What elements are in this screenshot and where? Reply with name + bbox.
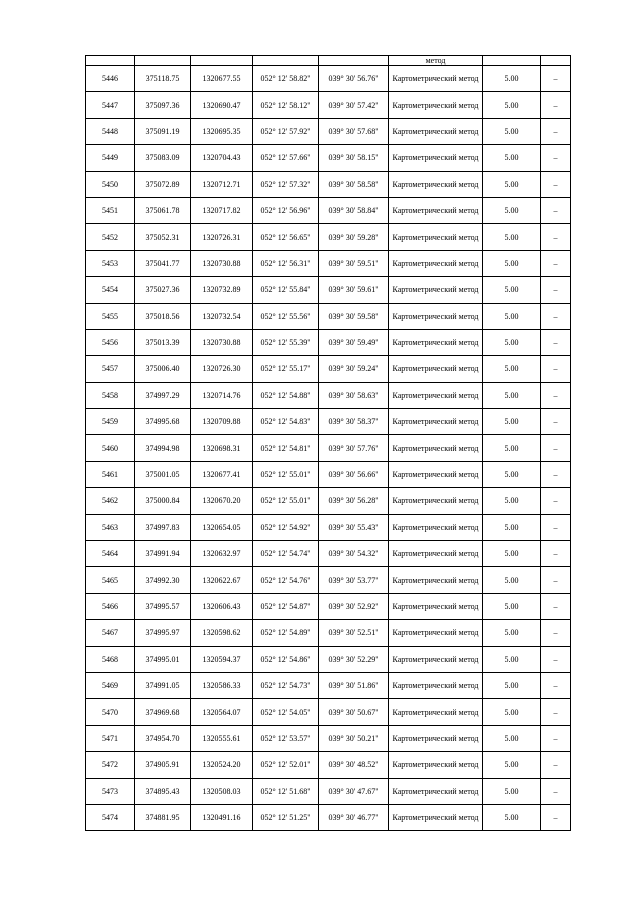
- method-cell: Картометрический метод: [389, 197, 483, 223]
- longitude-cell: 039° 30' 58.58": [319, 171, 389, 197]
- note-cell: –: [541, 488, 571, 514]
- note-cell: –: [541, 277, 571, 303]
- x-coordinate-cell: 375061.78: [135, 197, 191, 223]
- note-cell: –: [541, 541, 571, 567]
- latitude-cell: 052° 12' 56.96": [253, 197, 319, 223]
- point-number-cell: 5457: [86, 356, 135, 382]
- table-row: [86, 593, 571, 619]
- note-cell: –: [541, 461, 571, 487]
- method-cell: Картометрический метод: [389, 409, 483, 435]
- table-row: [86, 92, 571, 118]
- accuracy-cell: 5.00: [483, 461, 541, 487]
- point-number-cell: 5460: [86, 435, 135, 461]
- y-coordinate-cell: 1320726.31: [191, 224, 253, 250]
- latitude-cell: 052° 12' 54.87": [253, 593, 319, 619]
- accuracy-cell: 5.00: [483, 725, 541, 751]
- longitude-cell: 039° 30' 54.32": [319, 541, 389, 567]
- table-row: [86, 409, 571, 435]
- table-row: [86, 725, 571, 751]
- x-coordinate-cell: 375052.31: [135, 224, 191, 250]
- x-coordinate-cell: 375091.19: [135, 118, 191, 144]
- note-cell: –: [541, 699, 571, 725]
- accuracy-cell: 5.00: [483, 250, 541, 276]
- note-cell: –: [541, 382, 571, 408]
- method-cell: Картометрический метод: [389, 646, 483, 672]
- point-number-cell: 5464: [86, 541, 135, 567]
- point-number-cell: 5472: [86, 752, 135, 778]
- accuracy-cell: 5.00: [483, 435, 541, 461]
- longitude-cell: 039° 30' 50.21": [319, 725, 389, 751]
- latitude-cell: 052° 12' 57.92": [253, 118, 319, 144]
- y-coordinate-cell: 1320704.43: [191, 145, 253, 171]
- table-row: [86, 66, 571, 92]
- x-coordinate-cell: 375000.84: [135, 488, 191, 514]
- y-coordinate-cell: 1320491.16: [191, 804, 253, 830]
- latitude-cell: 052° 12' 51.68": [253, 778, 319, 804]
- x-coordinate-cell: 375001.05: [135, 461, 191, 487]
- longitude-cell: 039° 30' 57.42": [319, 92, 389, 118]
- longitude-cell: 039° 30' 59.61": [319, 277, 389, 303]
- x-coordinate-cell: 374954.70: [135, 725, 191, 751]
- table-row: [86, 224, 571, 250]
- longitude-cell: 039° 30' 59.49": [319, 329, 389, 355]
- y-coordinate-cell: 1320698.31: [191, 435, 253, 461]
- point-number-cell: 5448: [86, 118, 135, 144]
- point-number-cell: 5446: [86, 66, 135, 92]
- accuracy-cell: 5.00: [483, 646, 541, 672]
- table-row: [86, 778, 571, 804]
- point-number-cell: 5465: [86, 567, 135, 593]
- note-cell: –: [541, 804, 571, 830]
- accuracy-cell: 5.00: [483, 567, 541, 593]
- table-row: [86, 356, 571, 382]
- note-cell: –: [541, 145, 571, 171]
- note-cell: –: [541, 752, 571, 778]
- method-cell: Картометрический метод: [389, 171, 483, 197]
- method-cell: Картометрический метод: [389, 92, 483, 118]
- table-row: [86, 435, 571, 461]
- method-cell: Картометрический метод: [389, 356, 483, 382]
- accuracy-cell: 5.00: [483, 804, 541, 830]
- x-coordinate-cell: 374995.97: [135, 620, 191, 646]
- y-coordinate-cell: 1320732.54: [191, 303, 253, 329]
- accuracy-cell: 5.00: [483, 303, 541, 329]
- latitude-cell: 052° 12' 57.66": [253, 145, 319, 171]
- table-row: [86, 277, 571, 303]
- note-cell: –: [541, 224, 571, 250]
- longitude-cell: 039° 30' 59.51": [319, 250, 389, 276]
- longitude-cell: 039° 30' 51.86": [319, 672, 389, 698]
- latitude-cell: 052° 12' 55.39": [253, 329, 319, 355]
- method-cell: метод: [389, 56, 483, 66]
- accuracy-cell: 5.00: [483, 224, 541, 250]
- note-cell: –: [541, 303, 571, 329]
- latitude-cell: 052° 12' 54.05": [253, 699, 319, 725]
- latitude-cell: 052° 12' 51.25": [253, 804, 319, 830]
- point-number-cell: 5455: [86, 303, 135, 329]
- method-cell: Картометрический метод: [389, 725, 483, 751]
- table-row: [86, 620, 571, 646]
- method-cell: Картометрический метод: [389, 303, 483, 329]
- longitude-cell: 039° 30' 56.66": [319, 461, 389, 487]
- longitude-cell: 039° 30' 53.77": [319, 567, 389, 593]
- longitude-cell: 039° 30' 52.29": [319, 646, 389, 672]
- coordinates-table: [85, 55, 571, 831]
- x-coordinate-cell: 374994.98: [135, 435, 191, 461]
- table-row: [86, 382, 571, 408]
- method-cell: Картометрический метод: [389, 778, 483, 804]
- y-coordinate-cell: 1320730.88: [191, 250, 253, 276]
- note-cell: –: [541, 593, 571, 619]
- note-cell: –: [541, 118, 571, 144]
- latitude-cell: 052° 12' 55.84": [253, 277, 319, 303]
- note-cell: –: [541, 356, 571, 382]
- latitude-cell: 052° 12' 52.01": [253, 752, 319, 778]
- y-coordinate-cell: 1320598.62: [191, 620, 253, 646]
- method-cell: Картометрический метод: [389, 329, 483, 355]
- method-cell: Картометрический метод: [389, 620, 483, 646]
- note-cell: –: [541, 171, 571, 197]
- y-coordinate-cell: 1320695.35: [191, 118, 253, 144]
- table-row: [86, 250, 571, 276]
- y-coordinate-cell: 1320690.47: [191, 92, 253, 118]
- latitude-cell: 052° 12' 54.92": [253, 514, 319, 540]
- point-number-cell: 5458: [86, 382, 135, 408]
- accuracy-cell: 5.00: [483, 171, 541, 197]
- method-cell: Картометрический метод: [389, 224, 483, 250]
- x-coordinate-cell: 375097.36: [135, 92, 191, 118]
- method-cell: Картометрический метод: [389, 250, 483, 276]
- latitude-cell: 052° 12' 54.74": [253, 541, 319, 567]
- y-coordinate-cell: 1320732.89: [191, 277, 253, 303]
- longitude-cell: 039° 30' 58.84": [319, 197, 389, 223]
- table-row: [86, 329, 571, 355]
- accuracy-cell: 5.00: [483, 672, 541, 698]
- accuracy-cell: 5.00: [483, 92, 541, 118]
- longitude-cell: 039° 30' 58.63": [319, 382, 389, 408]
- longitude-cell: 039° 30' 46.77": [319, 804, 389, 830]
- method-cell: Картометрический метод: [389, 804, 483, 830]
- method-cell: Картометрический метод: [389, 277, 483, 303]
- longitude-cell: 039° 30' 52.92": [319, 593, 389, 619]
- y-coordinate-cell: 1320555.61: [191, 725, 253, 751]
- point-number-cell: 5466: [86, 593, 135, 619]
- latitude-cell: 052° 12' 56.65": [253, 224, 319, 250]
- method-cell: Картометрический метод: [389, 435, 483, 461]
- table-row: [86, 514, 571, 540]
- x-coordinate-cell: 375006.40: [135, 356, 191, 382]
- table-row: [86, 488, 571, 514]
- y-coordinate-cell: 1320677.41: [191, 461, 253, 487]
- latitude-cell: 052° 12' 54.89": [253, 620, 319, 646]
- method-cell: Картометрический метод: [389, 752, 483, 778]
- note-cell: –: [541, 197, 571, 223]
- x-coordinate-cell: 374905.91: [135, 752, 191, 778]
- longitude-cell: 039° 30' 55.43": [319, 514, 389, 540]
- x-coordinate-cell: 374991.94: [135, 541, 191, 567]
- point-number-cell: 5449: [86, 145, 135, 171]
- y-coordinate-cell: 1320622.67: [191, 567, 253, 593]
- point-number-cell: 5471: [86, 725, 135, 751]
- accuracy-cell: 5.00: [483, 514, 541, 540]
- y-coordinate-cell: 1320717.82: [191, 197, 253, 223]
- latitude-cell: 052° 12' 54.76": [253, 567, 319, 593]
- x-coordinate-cell: 375013.39: [135, 329, 191, 355]
- table-row: [86, 567, 571, 593]
- latitude-cell: 052° 12' 54.88": [253, 382, 319, 408]
- note-cell: –: [541, 409, 571, 435]
- note-cell: –: [541, 514, 571, 540]
- method-cell: Картометрический метод: [389, 567, 483, 593]
- accuracy-cell: 5.00: [483, 66, 541, 92]
- x-coordinate-cell: 375027.36: [135, 277, 191, 303]
- accuracy-cell: 5.00: [483, 778, 541, 804]
- point-number-cell: 5456: [86, 329, 135, 355]
- table-row: [86, 197, 571, 223]
- longitude-cell: 039° 30' 47.67": [319, 778, 389, 804]
- continuation-row: [86, 56, 571, 66]
- latitude-cell: 052° 12' 58.12": [253, 92, 319, 118]
- longitude-cell: 039° 30' 57.76": [319, 435, 389, 461]
- note-cell: –: [541, 778, 571, 804]
- point-number-cell: 5459: [86, 409, 135, 435]
- accuracy-cell: 5.00: [483, 277, 541, 303]
- method-cell: Картометрический метод: [389, 541, 483, 567]
- y-coordinate-cell: 1320564.07: [191, 699, 253, 725]
- accuracy-cell: 5.00: [483, 541, 541, 567]
- y-coordinate-cell: 1320524.20: [191, 752, 253, 778]
- x-coordinate-cell: 375083.09: [135, 145, 191, 171]
- x-coordinate-cell: 374881.95: [135, 804, 191, 830]
- y-coordinate-cell: 1320670.20: [191, 488, 253, 514]
- x-coordinate-cell: 374995.01: [135, 646, 191, 672]
- latitude-cell: 052° 12' 55.01": [253, 461, 319, 487]
- point-number-cell: 5453: [86, 250, 135, 276]
- y-coordinate-cell: 1320726.30: [191, 356, 253, 382]
- latitude-cell: 052° 12' 58.82": [253, 66, 319, 92]
- accuracy-cell: 5.00: [483, 752, 541, 778]
- point-number-cell: 5454: [86, 277, 135, 303]
- point-number-cell: 5474: [86, 804, 135, 830]
- point-number-cell: 5461: [86, 461, 135, 487]
- method-cell: Картометрический метод: [389, 145, 483, 171]
- method-cell: Картометрический метод: [389, 699, 483, 725]
- longitude-cell: 039° 30' 59.24": [319, 356, 389, 382]
- accuracy-cell: 5.00: [483, 409, 541, 435]
- x-coordinate-cell: 375118.75: [135, 66, 191, 92]
- x-coordinate-cell: 374997.29: [135, 382, 191, 408]
- latitude-cell: 052° 12' 55.17": [253, 356, 319, 382]
- y-coordinate-cell: 1320632.97: [191, 541, 253, 567]
- method-cell: Картометрический метод: [389, 382, 483, 408]
- point-number-cell: 5469: [86, 672, 135, 698]
- note-cell: –: [541, 646, 571, 672]
- latitude-cell: 052° 12' 54.73": [253, 672, 319, 698]
- x-coordinate-cell: 374969.68: [135, 699, 191, 725]
- table-row: [86, 145, 571, 171]
- y-coordinate-cell: 1320586.33: [191, 672, 253, 698]
- accuracy-cell: 5.00: [483, 593, 541, 619]
- y-coordinate-cell: 1320712.71: [191, 171, 253, 197]
- latitude-cell: 052° 12' 54.81": [253, 435, 319, 461]
- point-number-cell: 5450: [86, 171, 135, 197]
- point-number-cell: 5452: [86, 224, 135, 250]
- longitude-cell: 039° 30' 58.15": [319, 145, 389, 171]
- x-coordinate-cell: 374995.68: [135, 409, 191, 435]
- point-number-cell: 5470: [86, 699, 135, 725]
- latitude-cell: 052° 12' 55.56": [253, 303, 319, 329]
- table-row: [86, 752, 571, 778]
- x-coordinate-cell: 375018.56: [135, 303, 191, 329]
- x-coordinate-cell: 374995.57: [135, 593, 191, 619]
- method-cell: Картометрический метод: [389, 514, 483, 540]
- longitude-cell: 039° 30' 58.37": [319, 409, 389, 435]
- table-row: [86, 303, 571, 329]
- y-coordinate-cell: 1320508.03: [191, 778, 253, 804]
- y-coordinate-cell: 1320606.43: [191, 593, 253, 619]
- x-coordinate-cell: 374992.30: [135, 567, 191, 593]
- longitude-cell: 039° 30' 57.68": [319, 118, 389, 144]
- point-number-cell: 5473: [86, 778, 135, 804]
- method-cell: Картометрический метод: [389, 66, 483, 92]
- point-number-cell: 5451: [86, 197, 135, 223]
- method-cell: Картометрический метод: [389, 118, 483, 144]
- latitude-cell: 052° 12' 54.83": [253, 409, 319, 435]
- note-cell: –: [541, 620, 571, 646]
- table-row: [86, 804, 571, 830]
- x-coordinate-cell: 374991.05: [135, 672, 191, 698]
- longitude-cell: 039° 30' 59.58": [319, 303, 389, 329]
- point-number-cell: 5462: [86, 488, 135, 514]
- accuracy-cell: 5.00: [483, 356, 541, 382]
- accuracy-cell: 5.00: [483, 145, 541, 171]
- longitude-cell: 039° 30' 50.67": [319, 699, 389, 725]
- longitude-cell: 039° 30' 48.52": [319, 752, 389, 778]
- longitude-cell: 039° 30' 52.51": [319, 620, 389, 646]
- method-cell: Картометрический метод: [389, 593, 483, 619]
- note-cell: –: [541, 250, 571, 276]
- note-cell: –: [541, 92, 571, 118]
- method-cell: Картометрический метод: [389, 672, 483, 698]
- longitude-cell: 039° 30' 59.28": [319, 224, 389, 250]
- x-coordinate-cell: 375041.77: [135, 250, 191, 276]
- longitude-cell: 039° 30' 56.28": [319, 488, 389, 514]
- point-number-cell: 5468: [86, 646, 135, 672]
- point-number-cell: 5447: [86, 92, 135, 118]
- point-number-cell: 5463: [86, 514, 135, 540]
- accuracy-cell: 5.00: [483, 329, 541, 355]
- x-coordinate-cell: 375072.89: [135, 171, 191, 197]
- table-row: [86, 171, 571, 197]
- accuracy-cell: 5.00: [483, 488, 541, 514]
- y-coordinate-cell: 1320677.55: [191, 66, 253, 92]
- y-coordinate-cell: 1320709.88: [191, 409, 253, 435]
- table-row: [86, 461, 571, 487]
- y-coordinate-cell: 1320654.05: [191, 514, 253, 540]
- note-cell: –: [541, 435, 571, 461]
- accuracy-cell: 5.00: [483, 699, 541, 725]
- note-cell: –: [541, 567, 571, 593]
- table-row: [86, 672, 571, 698]
- x-coordinate-cell: 374895.43: [135, 778, 191, 804]
- y-coordinate-cell: 1320730.88: [191, 329, 253, 355]
- note-cell: –: [541, 329, 571, 355]
- longitude-cell: 039° 30' 56.76": [319, 66, 389, 92]
- method-cell: Картометрический метод: [389, 488, 483, 514]
- table-row: [86, 541, 571, 567]
- y-coordinate-cell: 1320594.37: [191, 646, 253, 672]
- latitude-cell: 052° 12' 57.32": [253, 171, 319, 197]
- y-coordinate-cell: 1320714.76: [191, 382, 253, 408]
- note-cell: –: [541, 66, 571, 92]
- table-row: [86, 699, 571, 725]
- latitude-cell: 052° 12' 55.01": [253, 488, 319, 514]
- latitude-cell: 052° 12' 54.86": [253, 646, 319, 672]
- accuracy-cell: 5.00: [483, 620, 541, 646]
- point-number-cell: 5467: [86, 620, 135, 646]
- accuracy-cell: 5.00: [483, 382, 541, 408]
- note-cell: –: [541, 725, 571, 751]
- accuracy-cell: 5.00: [483, 118, 541, 144]
- latitude-cell: 052° 12' 56.31": [253, 250, 319, 276]
- table-row: [86, 118, 571, 144]
- method-cell: Картометрический метод: [389, 461, 483, 487]
- note-cell: –: [541, 672, 571, 698]
- x-coordinate-cell: 374997.83: [135, 514, 191, 540]
- latitude-cell: 052° 12' 53.57": [253, 725, 319, 751]
- table-row: [86, 646, 571, 672]
- accuracy-cell: 5.00: [483, 197, 541, 223]
